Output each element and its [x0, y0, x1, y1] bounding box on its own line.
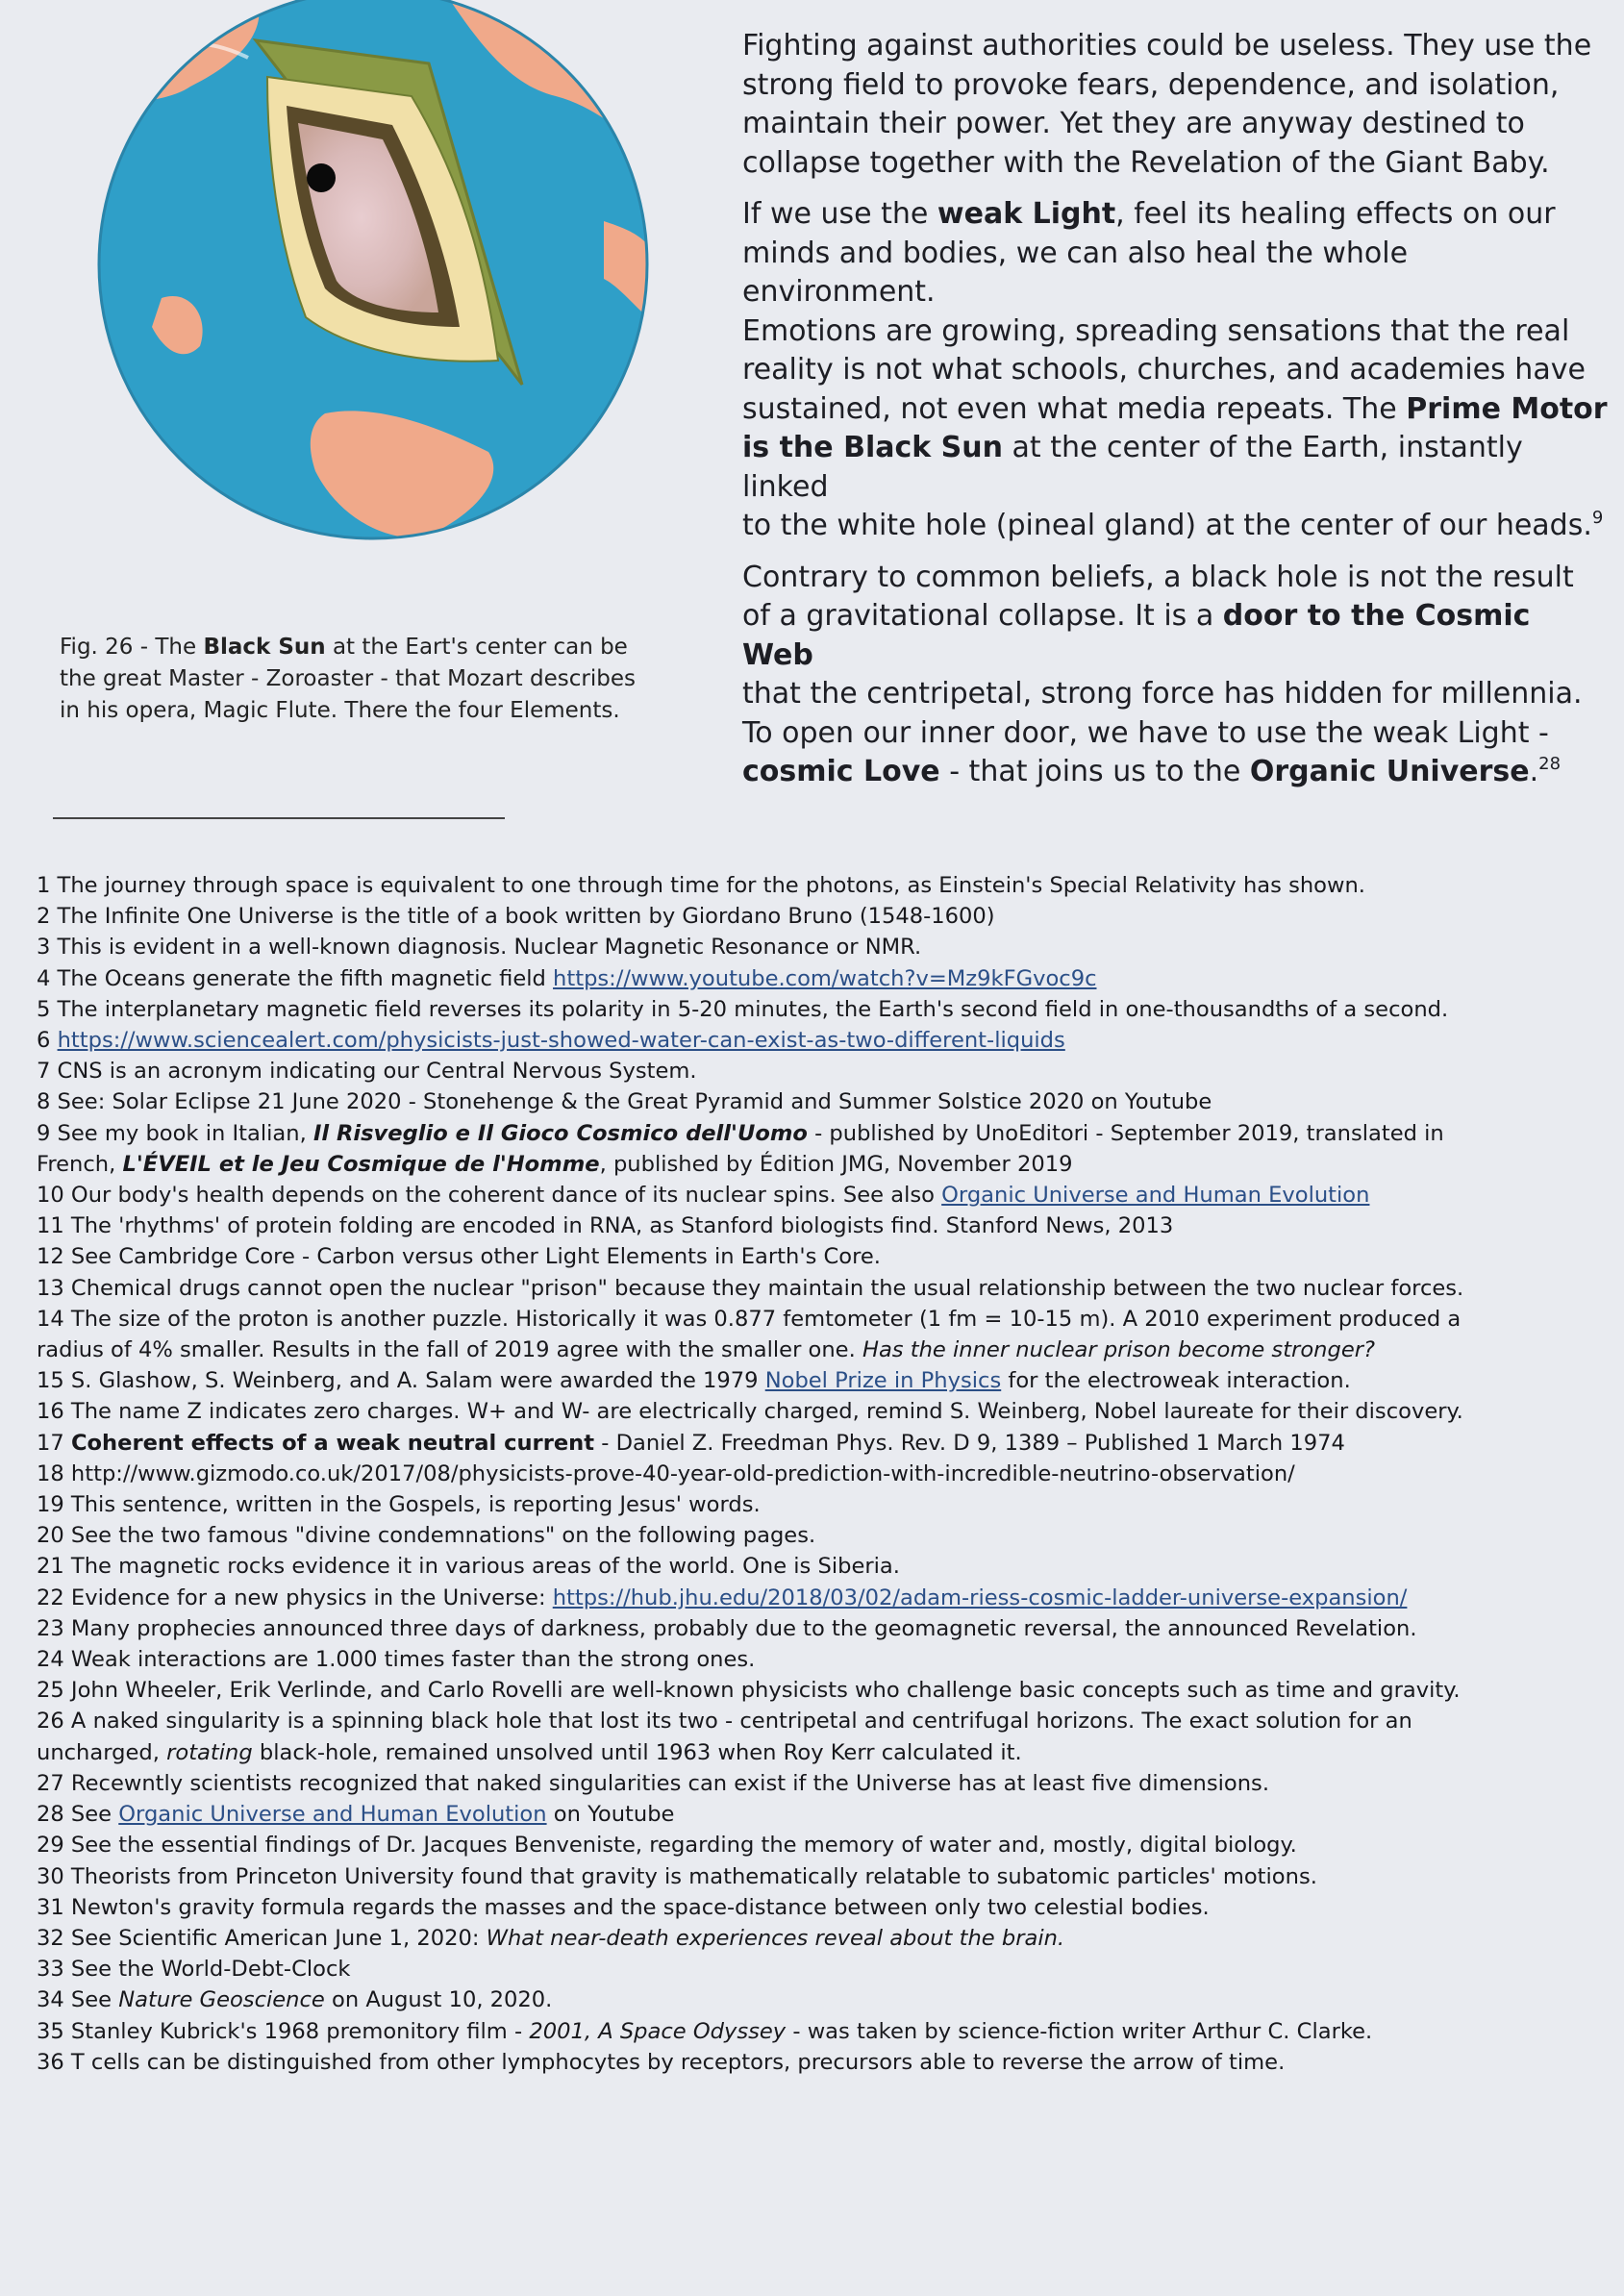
footnote-30: 30 Theorists from Princeton University found that gravity is mathematically relatable to subatomic particles' motions.	[37, 1863, 1317, 1889]
footnote-15: 15 S. Glashow, S. Weinberg, and A. Salam were awarded the 1979 Nobel Prize in Physics for the electroweak interaction.	[37, 1368, 1351, 1394]
footnote-12: 12 See Cambridge Core - Carbon versus other Light Elements in Earth's Core.	[37, 1244, 881, 1270]
body-text-column	[742, 27, 1608, 805]
footnote-23: 23 Many prophecies announced three days of darkness, probably due to the geomagnetic reversal, the announced Revelation.	[37, 1615, 1417, 1641]
footnote-27: 27 Recewntly scientists recognized that naked singularities can exist if the Universe has at least five dimensions.	[37, 1770, 1270, 1796]
footnote-7: 7 CNS is an acronym indicating our Central Nervous System.	[37, 1059, 697, 1085]
sciencealert-link[interactable]: https://www.sciencealert.com/physicists-just-showed-water-can-exist-as-two-different-liquids	[57, 1028, 1065, 1054]
caption-bold: Black Sun	[203, 635, 326, 660]
footnote-34: 34 See Nature Geoscience on August 10, 2020.	[37, 1987, 553, 2013]
caption-line: the great Master - Zoroaster - that Mozart describes	[60, 666, 636, 691]
footnote-10: 10 Our body's health depends on the coherent dance of its nuclear spins. See also Organic Universe and Human Evolution	[37, 1183, 1370, 1209]
footnote-14: 14 The size of the proton is another puzzle. Historically it was 0.877 femtometer (1 fm = 10-15 m). A 2010 experiment produced a	[37, 1306, 1462, 1332]
caption-line: in his opera, Magic Flute. There the four Elements.	[60, 698, 620, 723]
footnote-26-continued: uncharged, rotating black-hole, remained unsolved until 1963 when Roy Kerr calculated it.	[37, 1739, 1022, 1765]
footnote-4: 4 The Oceans generate the fifth magnetic field https://www.youtube.com/watch?v=Mz9kFGvoc9c	[37, 965, 1097, 991]
organic-universe-link[interactable]: Organic Universe and Human Evolution	[118, 1802, 547, 1828]
footnote-36: 36 T cells can be distinguished from other lymphocytes by receptors, precursors able to reverse the arrow of time.	[37, 2049, 1286, 2075]
footnote-17: 17 Coherent effects of a weak neutral current - Daniel Z. Freedman Phys. Rev. D 9, 1389 – Published 1 March 1974	[37, 1430, 1345, 1456]
footnote-5: 5 The interplanetary magnetic field reverses its polarity in 5-20 minutes, the Earth's second field in one-thousandths of a second.	[37, 996, 1449, 1022]
footnote-ref: 28	[1538, 754, 1562, 774]
footnote-32: 32 See Scientific American June 1, 2020: What near-death experiences reveal about the brain.	[37, 1925, 1065, 1951]
paragraph-black-hole: Contrary to common beliefs, a black hole is not the result of a gravitational collapse. It is a door to the Cosmic Web that the centripetal, strong force has hidden for millennia. To open our inner door, we have to use the weak Light - cosmic Love - that joins us to the Organic Universe.$^{28}$	[742, 560, 1583, 788]
footnote-24: 24 Weak interactions are 1.000 times faster than the strong ones.	[37, 1647, 756, 1673]
footnote-ref: 9	[1591, 508, 1604, 528]
organic-universe-link[interactable]: Organic Universe and Human Evolution	[941, 1183, 1370, 1209]
caption-text: at the Eart's center can be	[325, 635, 628, 660]
footnote-33: 33 See the World-Debt-Clock	[37, 1957, 351, 1983]
footnote-29: 29 See the essential findings of Dr. Jacques Benveniste, regarding the memory of water and, mostly, digital biology.	[37, 1833, 1297, 1859]
footnote-14-continued: radius of 4% smaller. Results in the fall of 2019 agree with the smaller one. Has the inner nuclear prison become stronger?	[37, 1337, 1376, 1363]
footnote-13: 13 Chemical drugs cannot open the nuclear "prison" because they maintain the usual relationship between the two nuclear forces.	[37, 1275, 1464, 1301]
footnote-28: 28 See Organic Universe and Human Evolution on Youtube	[37, 1802, 675, 1828]
paragraph-authorities: Fighting against authorities could be useless. They use the strong field to provoke fears, dependence, and isolation, maintain their power. Yet they are anyway destined to collapse together with the Revelation of the Giant Baby.	[742, 29, 1592, 180]
paragraph-weak-light: If we use the weak Light, feel its healing effects on our minds and bodies, we can also heal the whole environment. Emotions are growing, spreading sensations that the real reality is not what schools, churches, and academies have sustained, not even what media repeats. The Prime Motor is the Black Sun at the center of the Earth, instantly linked to the white hole (pineal gland) at the center of our heads.$^9$	[742, 197, 1608, 542]
footnote-9-continued: French, L'ÉVEIL et le Jeu Cosmique de l'Homme, published by Édition JMG, November 2019	[37, 1151, 1073, 1177]
youtube-link[interactable]: https://www.youtube.com/watch?v=Mz9kFGvoc9c	[553, 965, 1097, 991]
footnote-9: 9 See my book in Italian, Il Risveglio e Il Gioco Cosmico dell'Uomo - published by UnoEditori - September 2019, translated in	[37, 1120, 1444, 1146]
footnote-8: 8 See: Solar Eclipse 21 June 2020 - Stonehenge & the Great Pyramid and Summer Solstice 2020 on Youtube	[37, 1089, 1212, 1115]
footnote-35: 35 Stanley Kubrick's 1968 premonitory film - 2001, A Space Odyssey - was taken by science-fiction writer Arthur C. Clarke.	[37, 2018, 1373, 2044]
globe-graphic	[85, 0, 662, 548]
figure-caption	[60, 632, 713, 727]
footnote-3: 3 This is evident in a well-known diagnosis. Nuclear Magnetic Resonance or NMR.	[37, 935, 922, 961]
footnote-21: 21 The magnetic rocks evidence it in various areas of the world. One is Siberia.	[37, 1554, 900, 1580]
footnote-1: 1 The journey through space is equivalent to one through time for the photons, as Einstein's Special Relativity has shown.	[37, 873, 1365, 898]
footnote-2: 2 The Infinite One Universe is the title of a book written by Giordano Bruno (1548-1600)	[37, 904, 995, 930]
footnote-31: 31 Newton's gravity formula regards the masses and the space-distance between only two celestial bodies.	[37, 1894, 1210, 1920]
footnote-11: 11 The 'rhythms' of protein folding are encoded in RNA, as Stanford biologists find. Stanford News, 2013	[37, 1213, 1174, 1239]
jhu-link[interactable]: https://hub.jhu.edu/2018/03/02/adam-riess-cosmic-ladder-universe-expansion/	[552, 1585, 1408, 1610]
footnote-16: 16 The name Z indicates zero charges. W+ and W- are electrically charged, remind S. Weinberg, Nobel laureate for their discovery.	[37, 1399, 1463, 1425]
footnote-18: 18 http://www.gizmodo.co.uk/2017/08/physicists-prove-40-year-old-prediction-with-incredible-neutrino-observation/	[37, 1460, 1295, 1486]
footnote-22: 22 Evidence for a new physics in the Universe: https://hub.jhu.edu/2018/03/02/adam-riess-cosmic-ladder-universe-expansion/	[37, 1585, 1408, 1610]
caption-text: Fig. 26 - The	[60, 635, 204, 660]
black-sun-dot	[307, 163, 336, 192]
nobel-prize-link[interactable]: Nobel Prize in Physics	[764, 1368, 1002, 1394]
footnote-25: 25 John Wheeler, Erik Verlinde, and Carlo Rovelli are well-known physicists who challenge basic concepts such as time and gravity.	[37, 1678, 1461, 1704]
footnote-19: 19 This sentence, written in the Gospels, is reporting Jesus' words.	[37, 1492, 761, 1518]
black-sun-globe-illustration	[85, 0, 662, 548]
footnote-6: 6 https://www.sciencealert.com/physicists-just-showed-water-can-exist-as-two-different-liquids	[37, 1028, 1065, 1054]
footnotes	[37, 870, 1604, 2078]
footnote-26: 26 A naked singularity is a spinning black hole that lost its two - centripetal and centrifugal horizons. The exact solution for an	[37, 1709, 1412, 1734]
footnote-20: 20 See the two famous "divine condemnations" on the following pages.	[37, 1523, 816, 1549]
footnote-separator	[53, 817, 505, 819]
